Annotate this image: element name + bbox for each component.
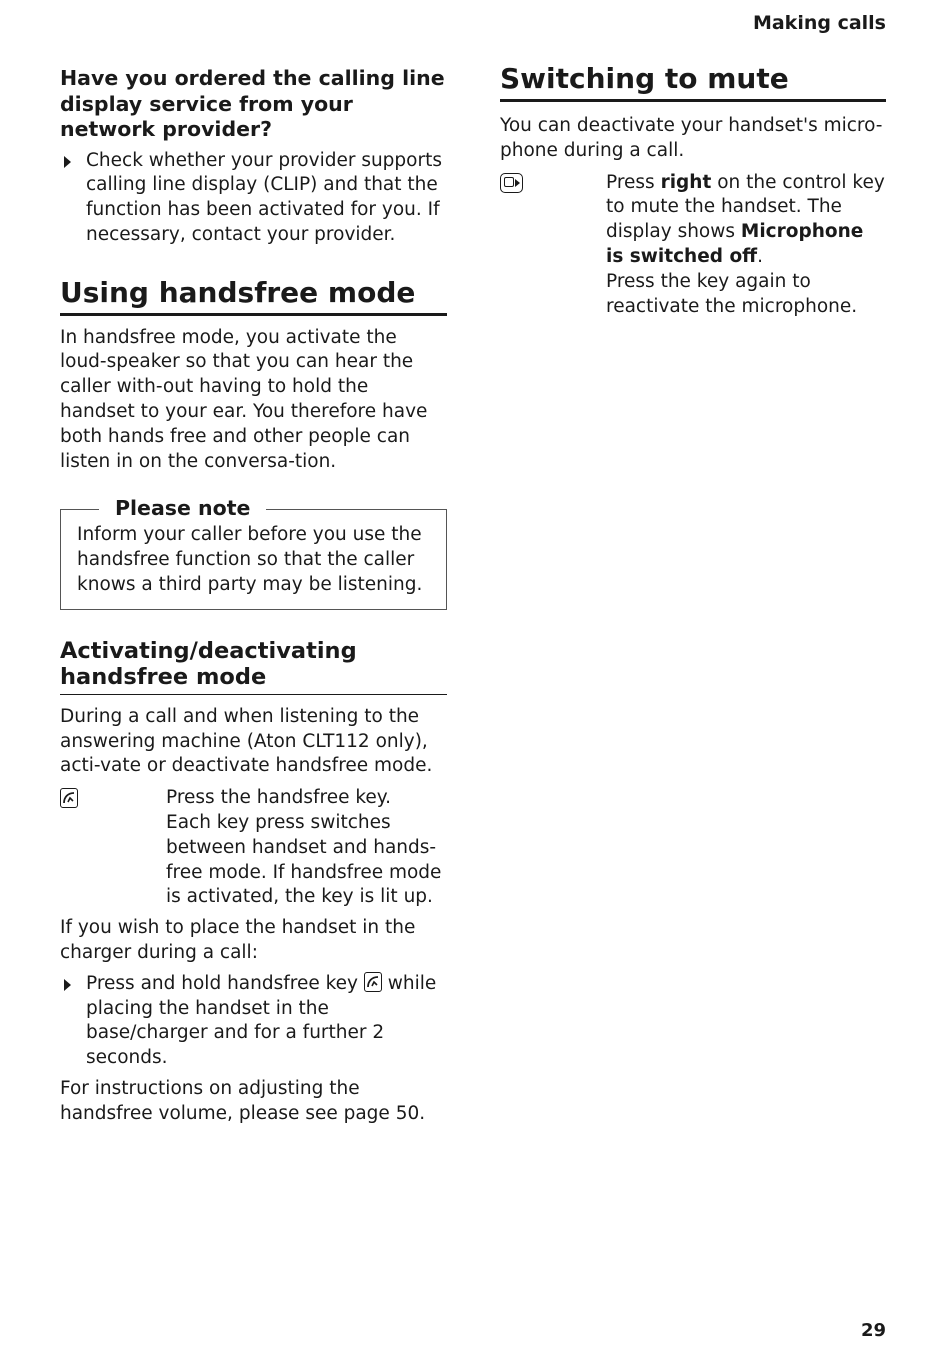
mute-heading: Switching to mute: [500, 62, 886, 102]
mute-step-line1: [606, 171, 886, 270]
question-bullet-text: Check whether your provider supports calling line display (CLIP) and that the function has been activated for you. If necessary, contact your provider.: [86, 149, 442, 245]
mute-step-pre: Press: [606, 171, 655, 193]
note-text: Inform your caller before you use the handsfree function so that the caller knows a third party may be listening.: [77, 524, 423, 596]
page-number: 29: [860, 1320, 886, 1341]
note-title: Please note: [99, 496, 266, 520]
handsfree-step-line1: Press the handsfree key.: [166, 787, 391, 809]
triangle-bullet-icon: [60, 972, 86, 1071]
activating-heading: Activating/deactivating handsfree mode: [60, 638, 447, 695]
charger-bullet-pre: Press and hold handsfree key: [86, 972, 358, 994]
charger-bullet-text: [86, 972, 447, 1071]
question-heading: Have you ordered the calling line display service from your network provider?: [60, 66, 445, 141]
mute-step: [500, 171, 886, 320]
charger-bullet-post: while placing the handset in the base/charger and for a further 2 seconds.: [86, 972, 437, 1069]
mute-step-end: .: [757, 245, 764, 267]
handsfree-key-step: [60, 786, 447, 910]
handsfree-heading: Using handsfree mode: [60, 276, 447, 316]
right-column: [500, 62, 886, 319]
volume-note: For instructions on adjusting the handsfree volume, please see page 50.: [60, 1078, 426, 1124]
charger-bullet: [60, 972, 447, 1071]
handsfree-step-line2: Each key press switches between handset and hands-free mode. If handsfree mode is activated, the key is lit up.: [166, 812, 442, 908]
mute-step-display-text: Microphone is switched off: [606, 221, 864, 267]
note-box: [60, 496, 447, 609]
mute-step-mid: on the control key to mute the handset. The display shows: [606, 171, 885, 243]
question-bullet: [60, 149, 447, 248]
mute-step-right: right: [660, 171, 712, 193]
control-key-right-icon: [500, 173, 523, 193]
running-header: Making calls: [752, 12, 886, 34]
triangle-bullet-icon: [60, 149, 86, 248]
handsfree-key-icon: [364, 972, 382, 992]
activating-intro: During a call and when listening to the answering machine (Aton CLT112 only), acti-vate or deactivate handsfree mode.: [60, 705, 433, 777]
left-column: [60, 66, 447, 1127]
mute-step-line2: Press the key again to reactivate the microphone.: [606, 270, 858, 317]
mute-intro: You can deactivate your handset's micro-phone during a call.: [500, 115, 883, 161]
handsfree-intro: In handsfree mode, you activate the loud-speaker so that you can hear the caller with-out having to hold the handset to your ear. You therefore have both hands free and other people can listen in on the conversa-tion.: [60, 326, 428, 472]
charger-intro: If you wish to place the handset in the charger during a call:: [60, 917, 416, 964]
handsfree-key-icon: [60, 788, 78, 808]
